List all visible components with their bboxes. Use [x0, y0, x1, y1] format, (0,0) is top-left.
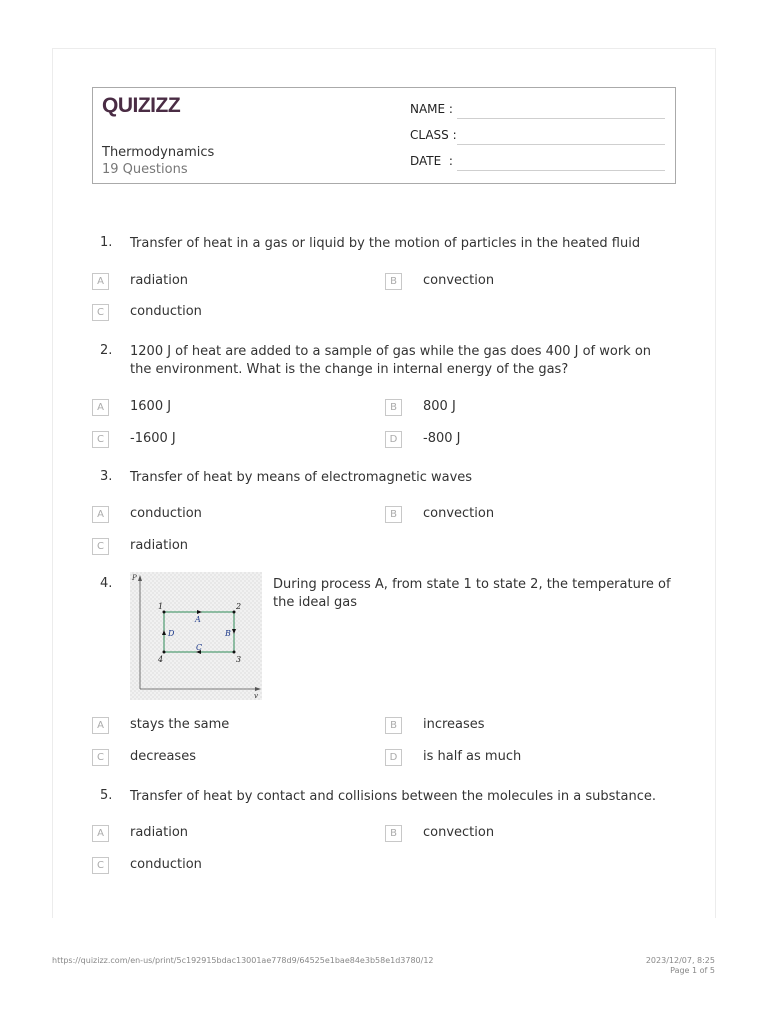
date-label: DATE :: [410, 154, 453, 168]
point-label: 1: [158, 602, 164, 611]
process-label: A: [195, 615, 201, 624]
option-text: radiation: [130, 825, 189, 840]
option-letter: B: [385, 399, 402, 416]
question-text: Transfer of heat by contact and collisions between the molecules in a substance.: [130, 789, 657, 804]
option-letter: A: [92, 825, 109, 842]
option-text: convection: [423, 506, 495, 521]
option-letter: B: [385, 273, 402, 290]
option-text: decreases: [130, 749, 196, 764]
option-text: radiation: [130, 538, 189, 553]
arrow-a: [197, 610, 202, 614]
option-text: conduction: [130, 304, 202, 319]
state-point: [233, 651, 236, 654]
option-letter: B: [385, 506, 402, 523]
process-label: C: [196, 643, 203, 652]
option-text: -1600 J: [130, 431, 176, 446]
x-axis-arrow: [255, 687, 261, 691]
question-number: 1.: [100, 235, 113, 250]
arrow-d: [162, 630, 166, 635]
worksheet-header: [92, 87, 676, 184]
option-text: 1600 J: [130, 399, 172, 414]
option-letter: C: [92, 749, 109, 766]
option-letter: D: [385, 749, 402, 766]
question-number: 3.: [100, 469, 113, 484]
option-letter: A: [92, 717, 109, 734]
pv-diagram: [130, 572, 262, 700]
footer-url: https://quizizz.com/en-us/print/5c192915bdac13001ae778d9/64525e1bae84e3b58e1d3780/12: [52, 956, 434, 965]
option-letter: A: [92, 273, 109, 290]
y-axis-arrow: [138, 575, 142, 581]
point-label: 3: [236, 655, 242, 664]
option-text: convection: [423, 825, 495, 840]
option-text: increases: [423, 717, 485, 732]
question-text: 1200 J of heat are added to a sample of gas while the gas does 400 J of work on the environment. What is the change in internal energy of the gas?: [130, 344, 652, 377]
option-letter: C: [92, 538, 109, 555]
arrow-b: [232, 629, 236, 634]
date-line: [457, 170, 665, 171]
question-number: 5.: [100, 788, 113, 803]
option-letter: B: [385, 825, 402, 842]
point-label: 4: [158, 655, 164, 664]
question-number: 4.: [100, 576, 113, 591]
option-text: convection: [423, 273, 495, 288]
quiz-title: Thermodynamics: [102, 145, 215, 160]
process-label: D: [168, 629, 175, 638]
option-text: conduction: [130, 506, 202, 521]
option-text: -800 J: [423, 431, 461, 446]
option-text: is half as much: [423, 749, 522, 764]
footer-page-number: Page 1 of 5: [670, 966, 715, 975]
option-text: 800 J: [423, 399, 456, 414]
question-number: 2.: [100, 343, 113, 358]
option-text: conduction: [130, 857, 202, 872]
option-letter: C: [92, 304, 109, 321]
option-text: radiation: [130, 273, 189, 288]
class-line: [457, 144, 665, 145]
pv-diagram-svg: [130, 572, 262, 700]
question-count: 19 Questions: [102, 162, 188, 177]
option-letter: A: [92, 506, 109, 523]
footer-date: 2023/12/07, 8:25: [645, 956, 715, 965]
x-axis-label: v: [254, 692, 258, 700]
name-line: [457, 118, 665, 119]
option-letter: A: [92, 399, 109, 416]
option-letter: B: [385, 717, 402, 734]
question-text: Transfer of heat by means of electromagnetic waves: [130, 470, 473, 485]
point-label: 2: [236, 602, 242, 611]
y-axis-label: P: [132, 574, 137, 582]
process-label: B: [225, 629, 231, 638]
option-letter: C: [92, 431, 109, 448]
name-label: NAME :: [410, 102, 453, 116]
question-text: Transfer of heat in a gas or liquid by the motion of particles in the heated fluid: [130, 236, 641, 251]
class-label: CLASS :: [410, 128, 457, 142]
option-letter: C: [92, 857, 109, 874]
question-text: During process A, from state 1 to state 2, the temperature of the ideal gas: [273, 577, 671, 610]
quizizz-logo: QUIZIZZ: [102, 94, 181, 117]
option-letter: D: [385, 431, 402, 448]
state-point: [163, 651, 166, 654]
option-text: stays the same: [130, 717, 230, 732]
